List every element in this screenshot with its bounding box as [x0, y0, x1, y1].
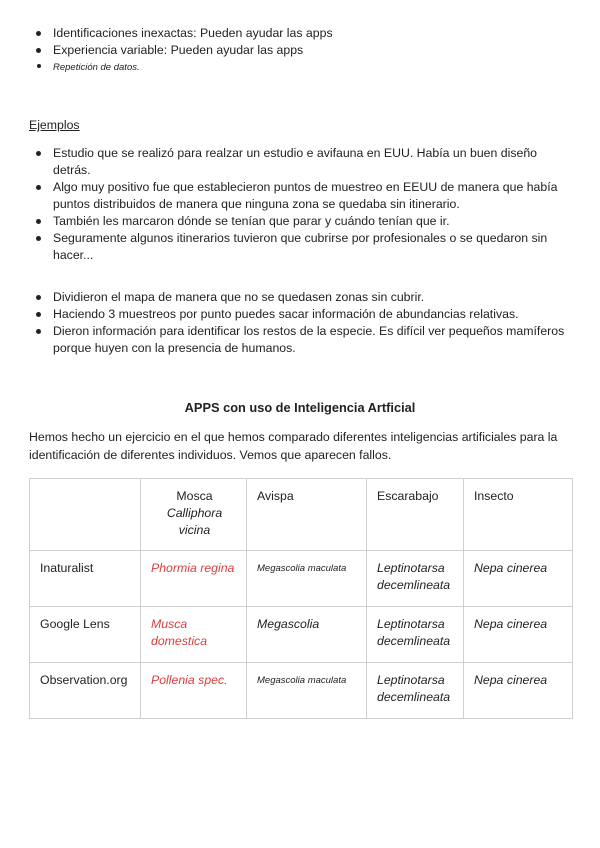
cell-insecto: Nepa cinerea [464, 607, 573, 663]
cell-avispa: Megascolia [247, 607, 367, 663]
cell-escarabajo: Leptinotarsa decemlineata [367, 607, 464, 663]
cell-escarabajo: Leptinotarsa decemlineata [367, 551, 464, 607]
list-item: Haciendo 3 muestreos por punto puedes sacar información de abundancias relativas. [29, 306, 574, 323]
list-item: Dieron información para identificar los restos de la especie. Es difícil ver pequeños mamíferos porque huyen con la presencia de humanos. [29, 323, 574, 357]
table-row [30, 663, 573, 719]
bullet-list-methods [29, 289, 574, 357]
table-header-row [30, 479, 573, 551]
cell-avispa: Megascolia maculata [247, 663, 367, 719]
cell-app: Inaturalist [30, 551, 141, 607]
list-item: Repetición de datos. [29, 59, 574, 76]
cell-mosca: Musca domestica [141, 607, 247, 663]
table-row [30, 607, 573, 663]
header-cell-empty [30, 479, 141, 551]
examples-heading: Ejemplos [29, 118, 80, 132]
list-item: Algo muy positivo fue que establecieron puntos de muestreo en EEUU de manera que había puntos distribuidos de manera que ninguna zona se quedaba sin itinerario. [29, 179, 574, 213]
header-mosca-sci-genus: Calliphora [166, 506, 223, 520]
cell-escarabajo: Leptinotarsa decemlineata [367, 663, 464, 719]
cell-insecto: Nepa cinerea [464, 663, 573, 719]
header-mosca-sci-species: vicina [178, 523, 211, 537]
cell-insecto: Nepa cinerea [464, 551, 573, 607]
cell-mosca: Pollenia spec. [141, 663, 247, 719]
header-cell-mosca [141, 479, 247, 551]
bullet-list-examples [29, 145, 574, 264]
cell-avispa: Megascolia maculata [247, 551, 367, 607]
comparison-table [29, 478, 573, 719]
header-cell-insecto: Insecto [464, 479, 573, 551]
intro-paragraph: Hemos hecho un ejercicio en el que hemos comparado diferentes inteligencias artificiales para la identificación de diferentes individuos. Vemos que aparecen fallos. [29, 430, 558, 462]
cell-mosca: Phormia regina [141, 551, 247, 607]
list-item: Dividieron el mapa de manera que no se quedasen zonas sin cubrir. [29, 289, 574, 306]
header-cell-escarabajo: Escarabajo [367, 479, 464, 551]
cell-app: Observation.org [30, 663, 141, 719]
table-row [30, 551, 573, 607]
header-cell-avispa: Avispa [247, 479, 367, 551]
bullet-list-limitations [29, 25, 574, 76]
header-mosca-label: Mosca [176, 489, 213, 503]
section-title: APPS con uso de Inteligencia Artficial [184, 400, 416, 415]
cell-app: Google Lens [30, 607, 141, 663]
list-item: Estudio que se realizó para realzar un estudio e avifauna en EUU. Había un buen diseño detrás. [29, 145, 574, 179]
list-item: Seguramente algunos itinerarios tuvieron que cubrirse por profesionales o se quedaron sin hacer... [29, 230, 574, 264]
list-item: También les marcaron dónde se tenían que parar y cuándo tenían que ir. [29, 213, 574, 230]
list-item: Experiencia variable: Pueden ayudar las apps [29, 42, 574, 59]
list-item: Identificaciones inexactas: Pueden ayudar las apps [29, 25, 574, 42]
